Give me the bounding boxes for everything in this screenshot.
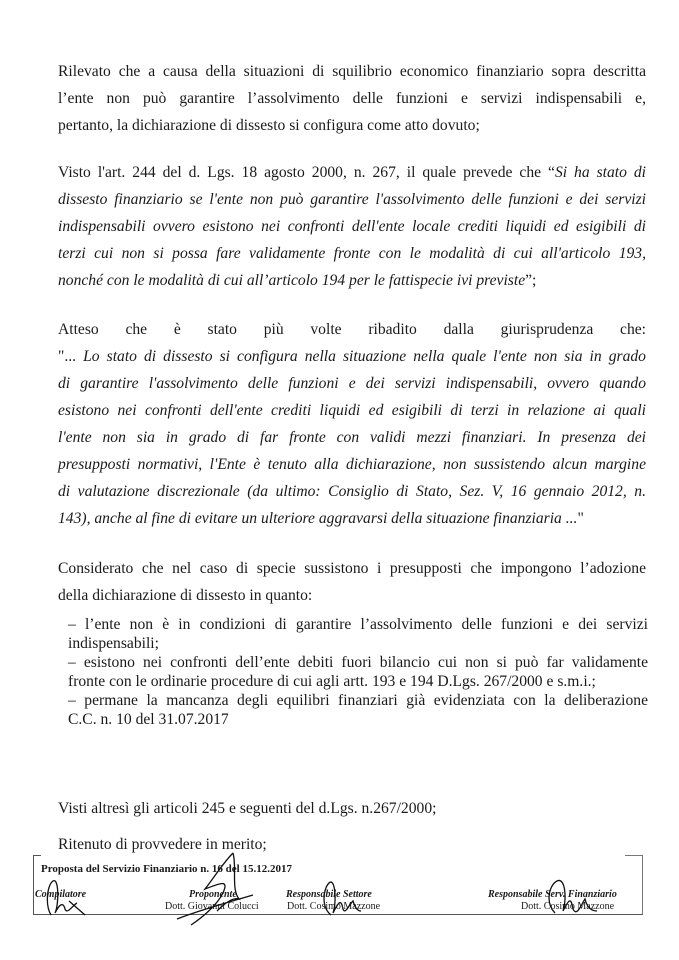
quoted-italic-text: Lo stato di dissesto si configura nella situazione nella quale l'ente non sia in grado (83, 348, 646, 365)
quoted-italic-line: indispensabili ovvero esistono nei confronti dell'ente locale crediti liquidi ed esigibili di (58, 218, 646, 235)
handwritten-signature-icon (313, 877, 363, 922)
list-item-line: – permane la mancanza degli equilibri finanziari già evidenziata con la deliberazione (68, 692, 648, 709)
box-border-top-left (33, 855, 41, 856)
list-item-line: – l’ente non è in condizioni di garantire l’assolvimento delle funzioni e dei servizi (68, 616, 648, 633)
box-border-top-right (625, 855, 643, 856)
list-item-line: fronte con le ordinarie procedure di cui agli artt. 193 e 194 D.Lgs. 267/2000 e s.m.i.; (68, 673, 596, 690)
quoted-italic-text: Si ha stato di (554, 164, 647, 181)
list-item (68, 615, 648, 653)
plain-text: ”; (525, 272, 537, 289)
text-line: Considerato che nel caso di specie sussistono i presupposti che impongono l’adozione (58, 560, 646, 577)
signature-role-proponente: Proponente (189, 889, 237, 900)
list-item-line: indispensabili; (68, 635, 159, 652)
text-line: della dichiarazione di dissesto in quanto: (58, 587, 313, 604)
paragraph-visto (58, 159, 646, 294)
plain-text: " (577, 510, 584, 527)
list-item (68, 691, 648, 729)
signature-role-responsabile-settore: Responsabile Settore (286, 889, 372, 900)
list-item-line: – esistono nei confronti dell’ente debiti fuori bilancio cui non si può far validamente (68, 654, 648, 671)
quoted-italic-line: di garantire l'assolvimento delle funzioni e dei servizi indispensabili, ovvero quando (58, 375, 646, 392)
quoted-italic-line: presupposti normativi, l'Ente è tenuto alla dichiarazione, non sussistendo alcun margine (58, 456, 646, 473)
list-item (68, 653, 648, 691)
text-line (58, 159, 646, 186)
proposal-title: Proposta del Servizio Finanziario n. 16 del 15.12.2017 (41, 863, 292, 875)
quoted-italic-line: dissesto finanziario se l'ente non può garantire l'assolvimento delle funzioni e dei servizi (58, 191, 646, 208)
reasons-list (68, 615, 648, 729)
signature-role-responsabile-finanziario: Responsabile Serv. Finanziario (488, 889, 617, 900)
text-line: Atteso che è stato più volte ribadito dalla giurisprudenza che: (58, 321, 646, 338)
text-line: pertanto, la dichiarazione di dissesto si configura come atto dovuto; (58, 117, 480, 134)
box-border-right (642, 855, 643, 915)
plain-text: Visto l'art. 244 del d. Lgs. 18 agosto 2000, n. 267, il quale prevede che “ (58, 164, 555, 181)
box-border-left (33, 855, 34, 915)
text-line: l’ente non può garantire l’assolvimento delle funzioni e servizi indispensabili e, (58, 90, 646, 107)
quoted-italic-line: esistono nei confronti dell'ente crediti liquidi ed esigibili di terzi in relazione ai quali (58, 402, 646, 419)
handwritten-signature-icon (541, 877, 601, 922)
signature-role-compilatore: Compilatore (35, 889, 87, 900)
text-line: Rilevato che a causa della situazioni di squilibrio economico finanziario sopra descritta (58, 63, 646, 80)
quoted-italic-line: l'ente non sia in grado di far fronte con validi mezzi finanziari. In presenza dei (58, 429, 646, 446)
text-line (58, 343, 646, 370)
handwritten-signature-icon (37, 875, 97, 920)
list-item-line: C.C. n. 10 del 31.07.2017 (68, 711, 229, 728)
plain-text: "... (58, 348, 84, 365)
paragraph-atteso (58, 316, 646, 532)
paragraph-rilevato (58, 58, 646, 139)
paragraph-ritenuto: Ritenuto di provvedere in merito; (58, 836, 267, 853)
signature-name-responsabile-settore: Dott. Cosimo Mazzone (287, 901, 381, 912)
paragraph-visti: Visti altresì gli articoli 245 e seguenti del d.Lgs. n.267/2000; (58, 800, 437, 817)
quoted-italic-line: terzi cui non si possa fare validamente fronte con le modalità di cui all'articolo 193, (58, 245, 646, 262)
text-line (58, 505, 646, 532)
quoted-italic-line: di valutazione discrezionale (da ultimo: Consiglio di Stato, Sez. V, 16 gennaio 2012, n. (58, 483, 646, 500)
signature-name-proponente: Dott. Giovanni Colucci (165, 901, 259, 912)
handwritten-signature-icon (173, 849, 263, 929)
paragraph-considerato (58, 555, 646, 609)
quoted-italic-text: 143), anche al fine di evitare un ulteriore aggravarsi della situazione finanziaria ... (58, 510, 578, 527)
text-line (58, 267, 646, 294)
signature-name-responsabile-finanziario: Dott. Cosimo Mazzone (521, 901, 615, 912)
quoted-italic-text: nonché con le modalità di cui all’articolo 194 per le fattispecie ivi previste (58, 272, 526, 289)
signature-box (33, 855, 643, 915)
